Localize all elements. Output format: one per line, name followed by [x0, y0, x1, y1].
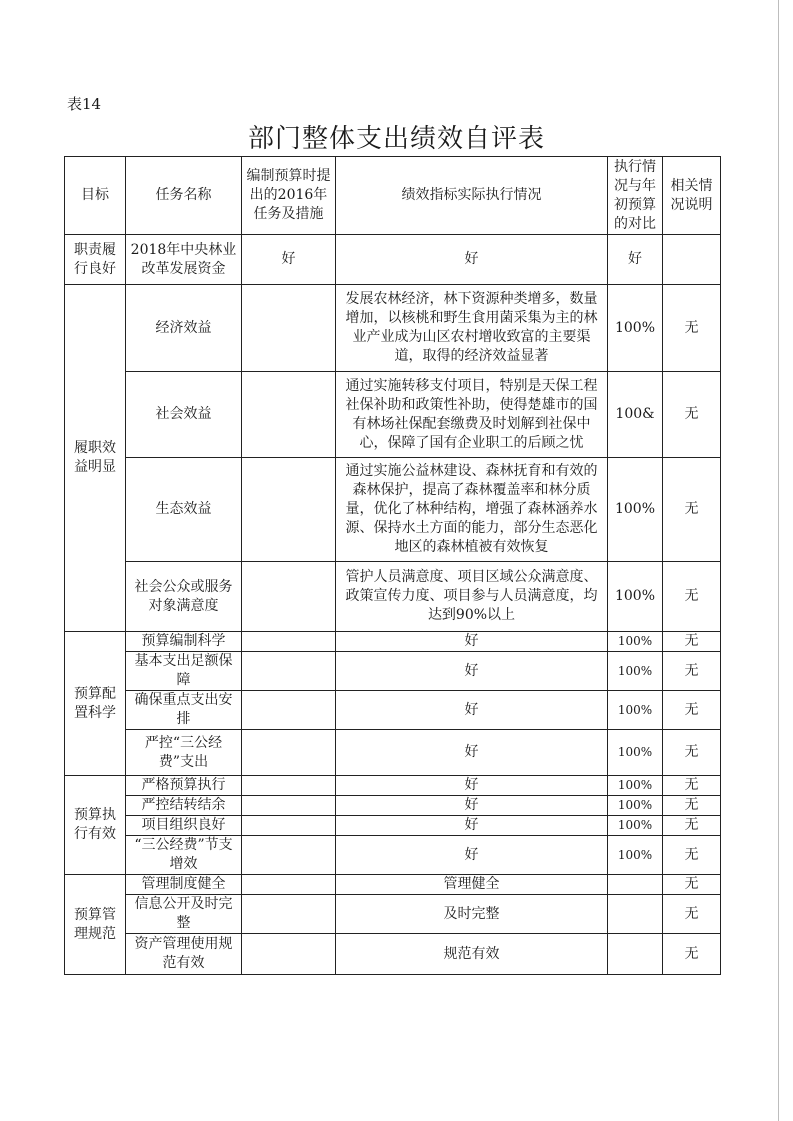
task-cell: 生态效益 — [126, 458, 242, 562]
ratio-cell: 100% — [608, 776, 663, 796]
note-cell: 无 — [663, 372, 721, 458]
ratio-cell: 100% — [608, 730, 663, 776]
header-plan: 编制预算时提出的2016年任务及措施 — [242, 157, 336, 235]
plan-cell — [242, 934, 336, 975]
table-row — [65, 875, 721, 895]
note-cell: 无 — [663, 776, 721, 796]
ratio-cell: 100% — [608, 632, 663, 652]
ratio-cell: 100% — [608, 458, 663, 562]
plan-cell — [242, 372, 336, 458]
table-row — [65, 796, 721, 816]
task-cell: 信息公开及时完整 — [126, 895, 242, 934]
plan-cell — [242, 458, 336, 562]
ratio-cell: 100% — [608, 562, 663, 632]
task-cell: 基本支出足额保障 — [126, 652, 242, 691]
table-row — [65, 730, 721, 776]
actual-cell: 好 — [336, 691, 608, 730]
task-cell: 严控“三公经费”支出 — [126, 730, 242, 776]
table-row — [65, 562, 721, 632]
plan-cell — [242, 691, 336, 730]
ratio-cell — [608, 875, 663, 895]
actual-cell: 发展农林经济，林下资源种类增多，数量增加，以核桃和野生食用菌采集为主的林业产业成为山区农村增收致富的主要渠道，取得的经济效益显著 — [336, 285, 608, 372]
table-row — [65, 652, 721, 691]
note-cell: 无 — [663, 562, 721, 632]
actual-cell: 好 — [336, 796, 608, 816]
actual-cell: 规范有效 — [336, 934, 608, 975]
task-cell: 确保重点支出安排 — [126, 691, 242, 730]
actual-cell: 管护人员满意度、项目区域公众满意度、政策宣传力度、项目参与人员满意度，均达到90%以上 — [336, 562, 608, 632]
actual-cell: 及时完整 — [336, 895, 608, 934]
ratio-cell — [608, 895, 663, 934]
note-cell: 无 — [663, 691, 721, 730]
actual-cell: 好 — [336, 816, 608, 836]
target-cell: 职责履行良好 — [65, 235, 126, 285]
table-row — [65, 691, 721, 730]
ratio-cell: 100% — [608, 691, 663, 730]
note-cell: 无 — [663, 458, 721, 562]
table-row — [65, 235, 721, 285]
task-cell: 社会公众或服务对象满意度 — [126, 562, 242, 632]
table-row — [65, 776, 721, 796]
actual-cell: 好 — [336, 776, 608, 796]
table-row — [65, 934, 721, 975]
header-target: 目标 — [65, 157, 126, 235]
plan-cell — [242, 796, 336, 816]
task-cell: 严控结转结余 — [126, 796, 242, 816]
task-cell: 管理制度健全 — [126, 875, 242, 895]
note-cell: 无 — [663, 652, 721, 691]
target-cell: 预算配置科学 — [65, 632, 126, 776]
task-cell: 严格预算执行 — [126, 776, 242, 796]
note-cell: 无 — [663, 875, 721, 895]
plan-cell — [242, 730, 336, 776]
header-task: 任务名称 — [126, 157, 242, 235]
plan-cell — [242, 776, 336, 796]
task-cell: 预算编制科学 — [126, 632, 242, 652]
ratio-cell — [608, 934, 663, 975]
actual-cell: 好 — [336, 652, 608, 691]
ratio-cell: 100% — [608, 796, 663, 816]
header-actual: 绩效指标实际执行情况 — [336, 157, 608, 235]
table-row — [65, 372, 721, 458]
plan-cell — [242, 562, 336, 632]
note-cell: 无 — [663, 934, 721, 975]
table-header-row — [65, 157, 721, 235]
actual-cell: 通过实施转移支付项目，特别是天保工程社保补助和政策性补助，使得楚雄市的国有林场社保配套缴费及时划解到社保中心，保障了国有企业职工的后顾之忧 — [336, 372, 608, 458]
task-cell: 2018年中央林业改革发展资金 — [126, 235, 242, 285]
ratio-cell: 100% — [608, 285, 663, 372]
table-row — [65, 285, 721, 372]
plan-cell — [242, 816, 336, 836]
header-note: 相关情况说明 — [663, 157, 721, 235]
table-row — [65, 836, 721, 875]
note-cell: 无 — [663, 730, 721, 776]
plan-cell — [242, 652, 336, 691]
plan-cell — [242, 632, 336, 652]
task-cell: 资产管理使用规范有效 — [126, 934, 242, 975]
note-cell — [663, 235, 721, 285]
plan-cell — [242, 895, 336, 934]
plan-cell — [242, 285, 336, 372]
actual-cell: 好 — [336, 632, 608, 652]
page-title: 部门整体支出绩效自评表 — [247, 124, 545, 154]
plan-cell: 好 — [242, 235, 336, 285]
table-number: 表14 — [67, 95, 102, 113]
ratio-cell: 100% — [608, 816, 663, 836]
page-edge-line — [778, 0, 779, 1121]
target-cell: 预算执行有效 — [65, 776, 126, 875]
actual-cell: 好 — [336, 730, 608, 776]
actual-cell: 通过实施公益林建设、森林抚育和有效的森林保护，提高了森林覆盖率和林分质量，优化了林种结构，增强了森林涵养水源、保持水土方面的能力，部分生态恶化地区的森林植被有效恢复 — [336, 458, 608, 562]
note-cell: 无 — [663, 816, 721, 836]
note-cell: 无 — [663, 285, 721, 372]
ratio-cell: 100% — [608, 652, 663, 691]
target-cell: 预算管理规范 — [65, 875, 126, 975]
task-cell: 项目组织良好 — [126, 816, 242, 836]
table-row — [65, 895, 721, 934]
performance-table — [64, 156, 721, 975]
note-cell: 无 — [663, 796, 721, 816]
table-row — [65, 458, 721, 562]
actual-cell: 管理健全 — [336, 875, 608, 895]
plan-cell — [242, 836, 336, 875]
note-cell: 无 — [663, 836, 721, 875]
note-cell: 无 — [663, 895, 721, 934]
plan-cell — [242, 875, 336, 895]
actual-cell: 好 — [336, 235, 608, 285]
ratio-cell: 100& — [608, 372, 663, 458]
table-row — [65, 632, 721, 652]
ratio-cell: 100% — [608, 836, 663, 875]
note-cell: 无 — [663, 632, 721, 652]
ratio-cell: 好 — [608, 235, 663, 285]
table-row — [65, 816, 721, 836]
task-cell: “三公经费”节支增效 — [126, 836, 242, 875]
task-cell: 社会效益 — [126, 372, 242, 458]
task-cell: 经济效益 — [126, 285, 242, 372]
actual-cell: 好 — [336, 836, 608, 875]
target-cell: 履职效益明显 — [65, 285, 126, 632]
header-ratio: 执行情况与年初预算的对比 — [608, 157, 663, 235]
